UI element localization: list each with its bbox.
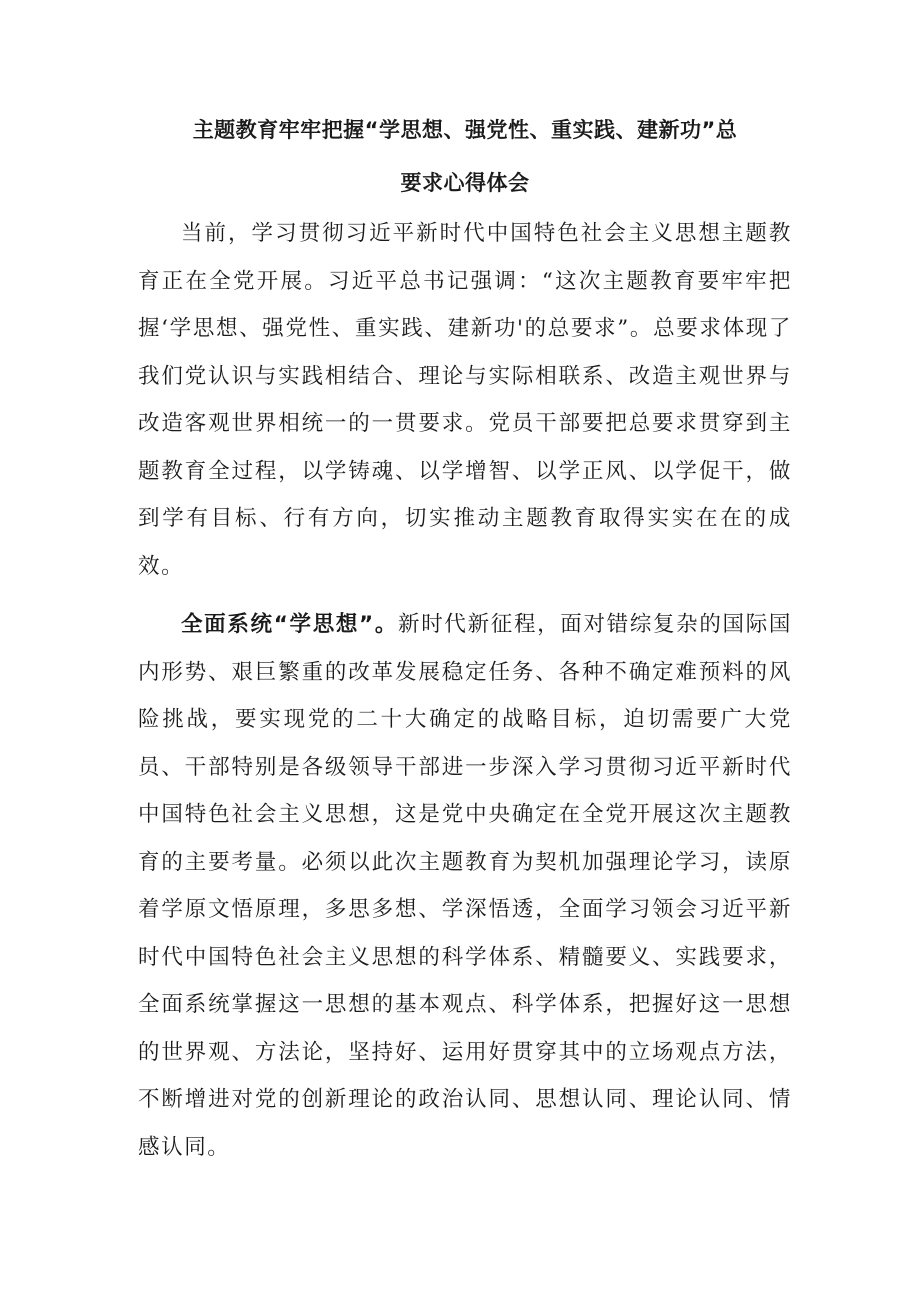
document-title: [138, 104, 792, 210]
intro-paragraph-text: 当前，学习贯彻习近平新时代中国特色社会主义思想主题教育正在全党开展。习近平总书记强调：“这次主题教育要牢牢把握‘学思想、强党性、重实践、建新功'的总要求”。总要求体现了我们党认识与实践相结合、理论与实际相联系、改造主观世界与改造客观世界相统一的一贯要求。党员干部要把总要求贯穿到主题教育全过程，以学铸魂、以学增智、以学正风、以学促干，做到学有目标、行有方向，切实推动主题教育取得实实在在的成效。: [138, 221, 792, 579]
section-heading-study-thought: 全面系统“学思想”。: [181, 612, 399, 637]
intro-paragraph: [138, 210, 792, 590]
title-line-1: 主题教育牢牢把握“学思想、强党性、重实践、建新功”总: [192, 118, 738, 142]
document-body: [138, 104, 792, 1171]
study-thought-paragraph-text: 新时代新征程，面对错综复杂的国际国内形势、艰巨繁重的改革发展稳定任务、各种不确定难预料的风险挑战，要实现党的二十大确定的战略目标，迫切需要广大党员、干部特别是各级领导干部进一步深入学习贯彻习近平新时代中国特色社会主义思想，这是党中央确定在全党开展这次主题教育的主要考量。必须以此次主题教育为契机加强理论学习，读原着学原文悟原理，多思多想、学深悟透，全面学习领会习近平新时代中国特色社会主义思想的科学体系、精髓要义、实践要求，全面系统掌握这一思想的基本观点、科学体系，把握好这一思想的世界观、方法论，坚持好、运用好贯穿其中的立场观点方法，不断增进对党的创新理论的政治认同、思想认同、理论认同、情感认同。: [138, 612, 792, 1160]
title-line-2: 要求心得体会: [400, 171, 530, 195]
study-thought-paragraph: [138, 601, 792, 1171]
